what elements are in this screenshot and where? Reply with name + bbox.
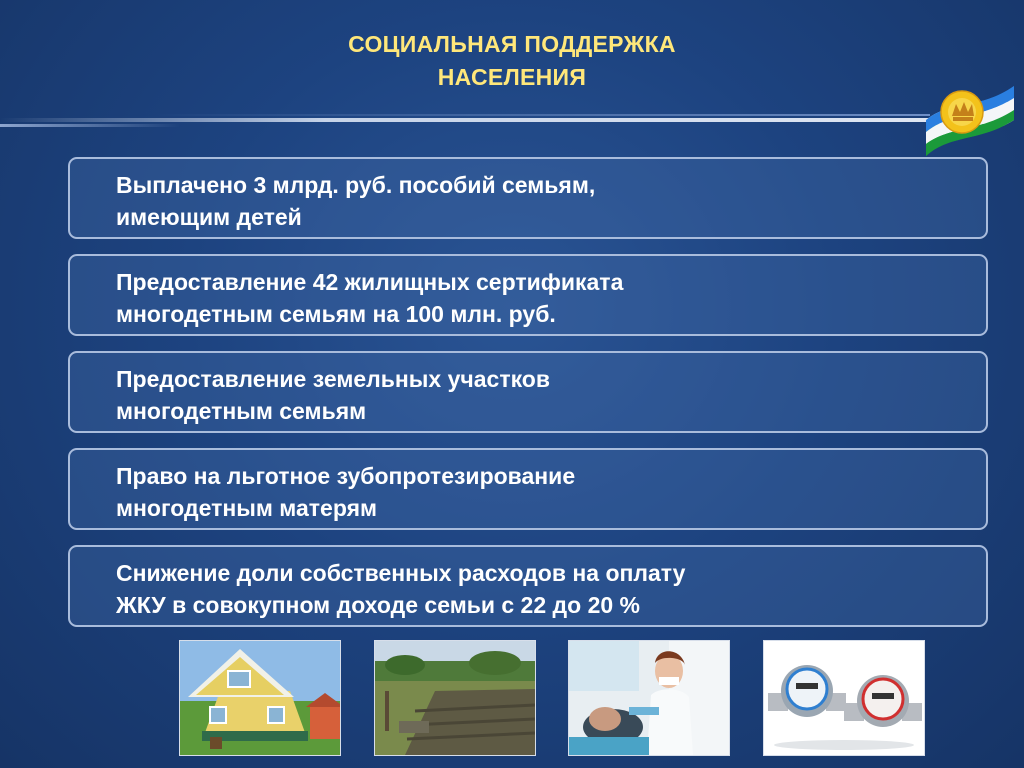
list-item-line-1: Выплачено 3 млрд. руб. пособий семьям, — [116, 172, 596, 198]
house-photo — [179, 640, 341, 756]
list-item-line-1: Предоставление земельных участков — [116, 366, 550, 392]
benefits-list — [68, 157, 988, 642]
list-item-line-2: многодетным семьям на 100 млн. руб. — [116, 301, 556, 327]
page-title — [0, 28, 1024, 94]
decorative-stripe — [0, 124, 180, 127]
list-item-line-1: Право на льготное зубопротезирование — [116, 463, 576, 489]
garden-plot-photo — [374, 640, 536, 756]
list-item — [68, 545, 988, 627]
list-item — [68, 254, 988, 336]
list-item-line-2: имеющим детей — [116, 204, 302, 230]
photo-strip — [0, 640, 1024, 756]
title-line-1: СОЦИАЛЬНАЯ ПОДДЕРЖКА — [348, 31, 676, 57]
list-item — [68, 351, 988, 433]
list-item-line-1: Снижение доли собственных расходов на оплату — [116, 560, 686, 586]
water-meters-photo — [763, 640, 925, 756]
list-item — [68, 157, 988, 239]
list-item-line-2: многодетным матерям — [116, 495, 378, 521]
list-item-line-2: многодетным семьям — [116, 398, 367, 424]
decorative-stripe — [0, 118, 930, 122]
list-item — [68, 448, 988, 530]
dentist-photo — [568, 640, 730, 756]
title-line-2: НАСЕЛЕНИЯ — [437, 64, 587, 90]
bashkortostan-flag-emblem-icon — [920, 80, 1018, 162]
decorative-stripe — [150, 114, 930, 116]
list-item-line-2: ЖКУ в совокупном доходе семьи с 22 до 20 % — [116, 592, 640, 618]
list-item-line-1: Предоставление 42 жилищных сертификата — [116, 269, 624, 295]
